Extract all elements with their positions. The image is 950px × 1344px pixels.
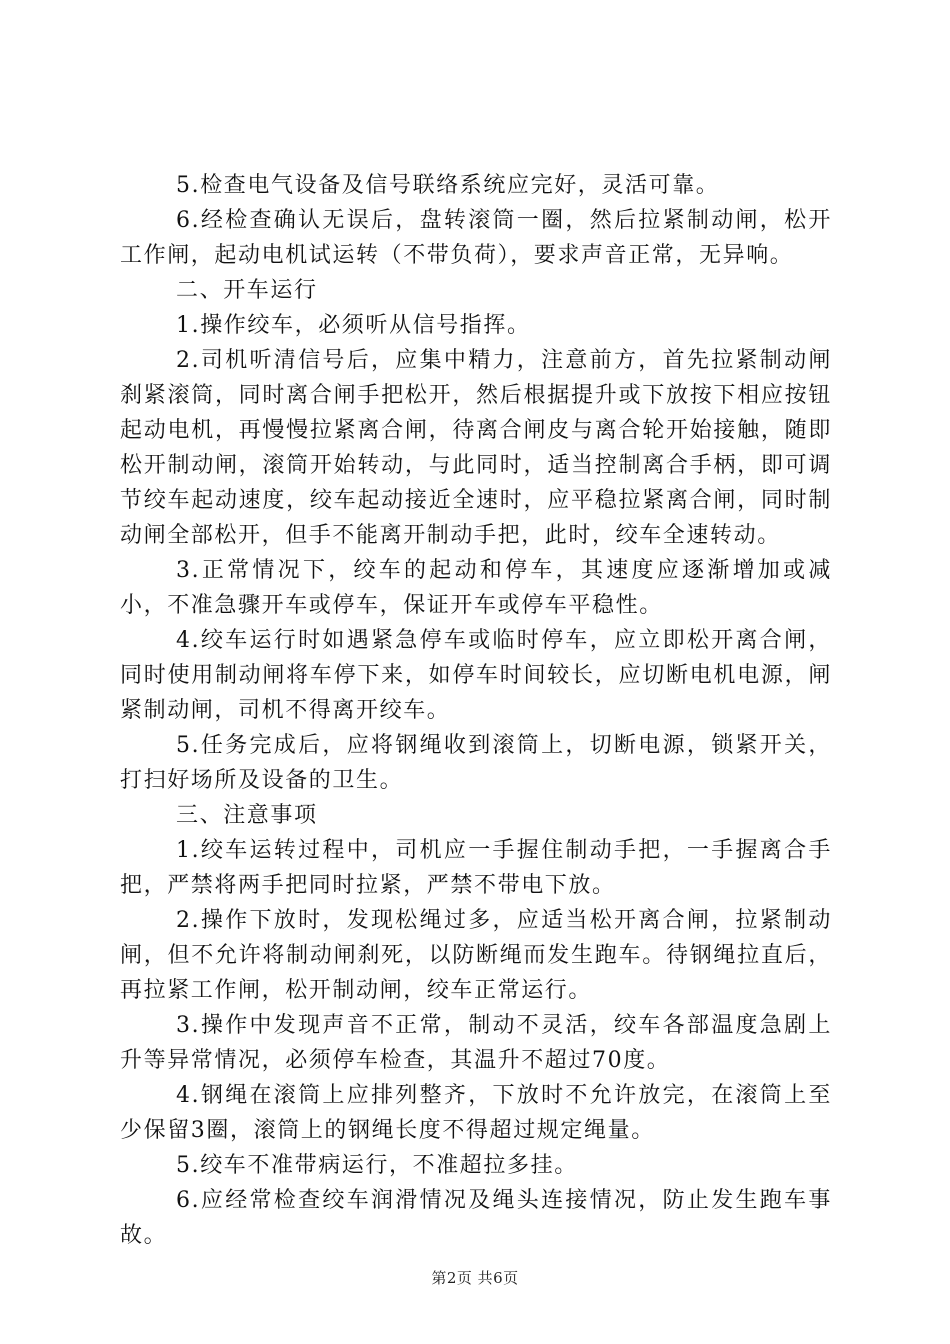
paragraph-no-overload: 5.绞车不准带病运行，不准超拉多挂。 bbox=[176, 1153, 578, 1178]
section-heading-start-operation: 二、开车运行 bbox=[176, 278, 318, 303]
paragraph-lubrication-check: 6.应经常检查绞车润滑情况及绳头连接情况，防止发生跑车事故。 bbox=[120, 1188, 832, 1248]
paragraph-trial-run: 6.经检查确认无误后，盘转滚筒一圈，然后拉紧制动闸，松开工作闸，起动电机试运转（不带负荷），要求声音正常，无异响。 bbox=[120, 208, 832, 268]
paragraph-emergency-stop: 4.绞车运行时如遇紧急停车或临时停车，应立即松开离合闸，同时使用制动闸将车停下来，如停车时间较长，应切断电机电源，闸紧制动闸，司机不得离开绞车。 bbox=[120, 628, 832, 723]
paragraph-lowering: 2.操作下放时，发现松绳过多，应适当松开离合闸，拉紧制动闸，但不允许将制动闸刹死，以防断绳而发生跑车。待钢绳拉直后，再拉紧工作闸，松开制动闸，绞车正常运行。 bbox=[120, 908, 832, 1003]
paragraph-task-complete: 5.任务完成后，应将钢绳收到滚筒上，切断电源，锁紧开关，打扫好场所及设备的卫生。 bbox=[120, 733, 832, 793]
paragraph-hand-control: 1.绞车运转过程中，司机应一手握住制动手把，一手握离合手把，严禁将两手把同时拉紧，严禁不带电下放。 bbox=[120, 838, 832, 898]
paragraph-check-electrical: 5.检查电气设备及信号联络系统应完好，灵活可靠。 bbox=[176, 173, 720, 198]
paragraph-rope-arrangement: 4.钢绳在滚筒上应排列整齐，下放时不允许放完，在滚筒上至少保留3圈，滚筒上的钢绳长度不得超过规定绳量。 bbox=[120, 1083, 832, 1143]
paragraph-abnormal-stop: 3.操作中发现声音不正常，制动不灵活，绞车各部温度急剧上升等异常情况，必须停车检查，其温升不超过70度。 bbox=[120, 1013, 832, 1073]
page-number-footer: 第2页 共6页 bbox=[431, 1269, 519, 1287]
section-heading-precautions: 三、注意事项 bbox=[176, 803, 318, 828]
paragraph-speed-control: 3.正常情况下，绞车的起动和停车，其速度应逐渐增加或减小，不准急骤开车或停车，保证开车或停车平稳性。 bbox=[120, 558, 832, 618]
document-body bbox=[120, 168, 832, 1253]
paragraph-follow-signal: 1.操作绞车，必须听从信号指挥。 bbox=[176, 313, 531, 338]
paragraph-start-procedure: 2.司机听清信号后，应集中精力，注意前方，首先拉紧制动闸刹紧滚筒，同时离合闸手把松开，然后根据提升或下放按下相应按钮起动电机，再慢慢拉紧离合闸，待离合闸皮与离合轮开始接触，随即松开制动闸，滚筒开始转动，与此同时，适当控制离合手柄，即可调节绞车起动速度，绞车起动接近全速时，应平稳拉紧离合闸，同时制动闸全部松开，但手不能离开制动手把，此时，绞车全速转动。 bbox=[120, 348, 832, 548]
